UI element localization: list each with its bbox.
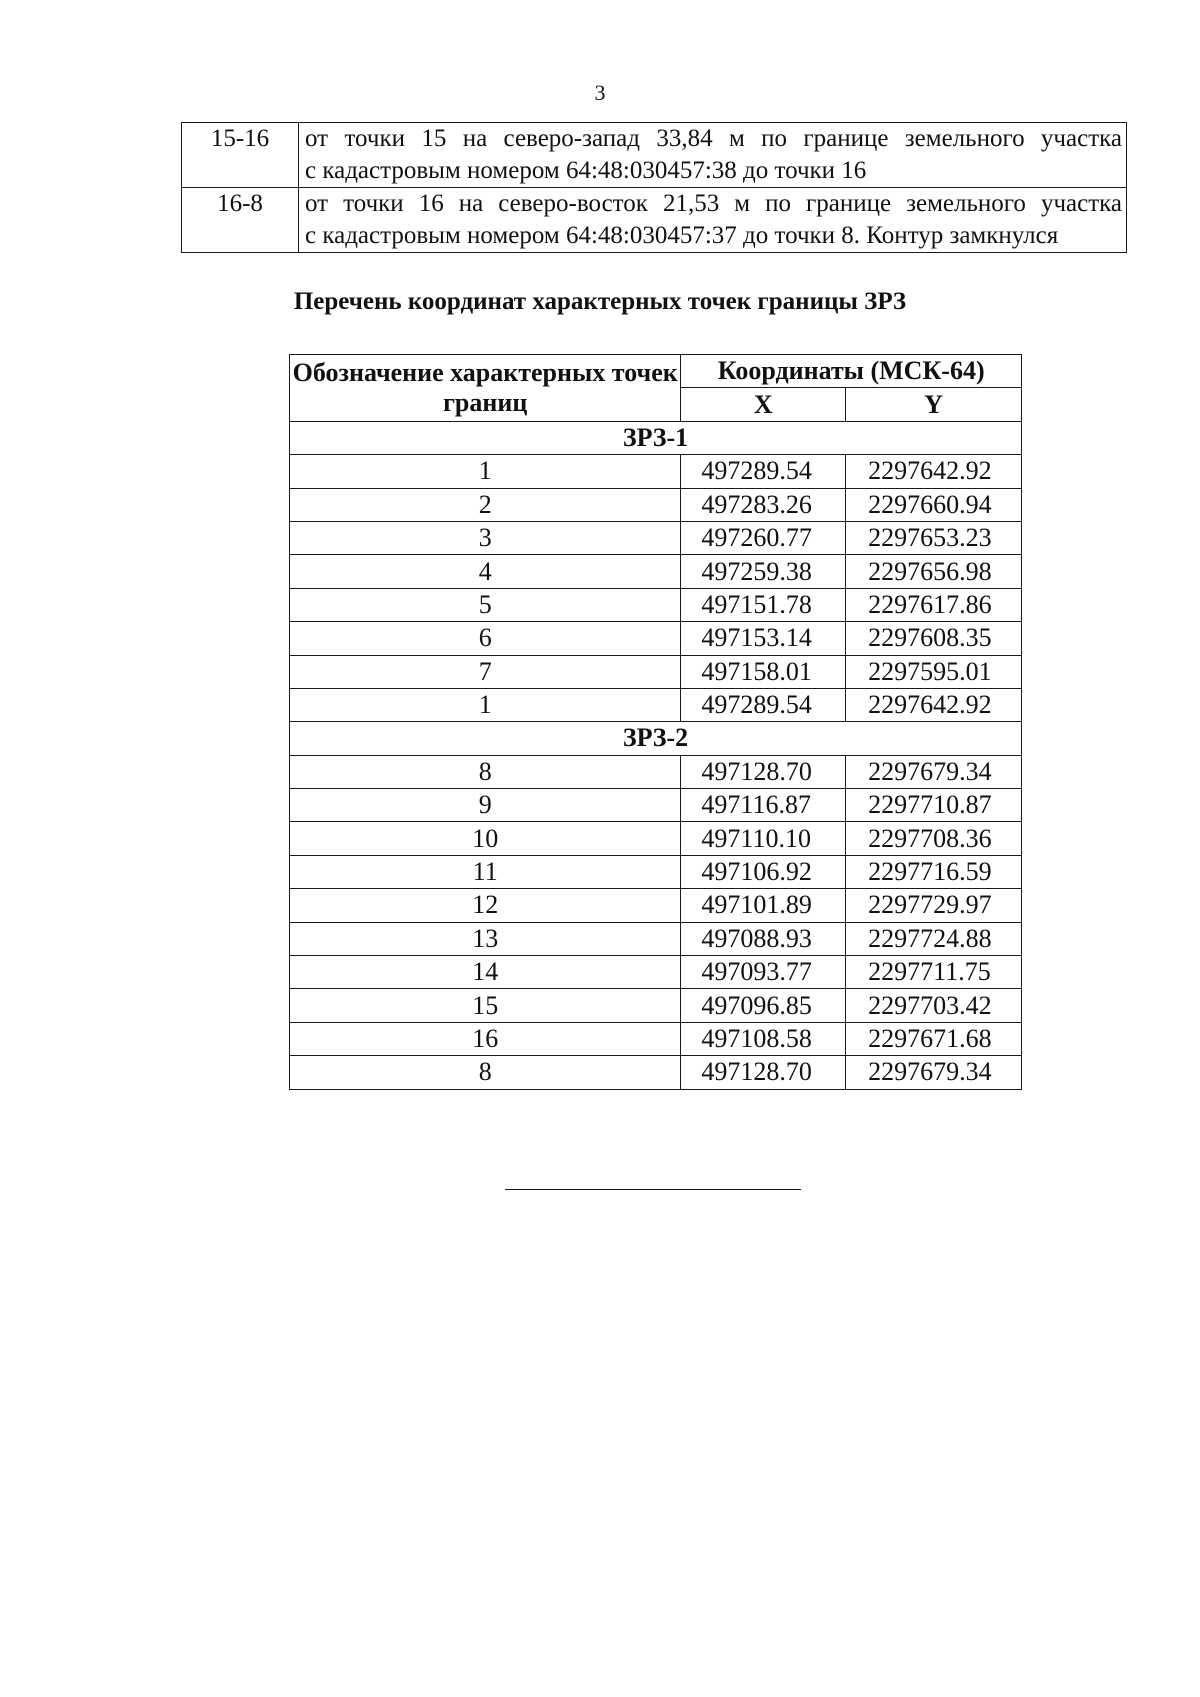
x-cell: 497093.77 bbox=[681, 956, 846, 989]
table-row bbox=[290, 922, 1022, 955]
table-row bbox=[290, 688, 1022, 721]
header-y: Y bbox=[846, 388, 1022, 421]
x-cell: 497128.70 bbox=[681, 755, 846, 788]
point-cell: 6 bbox=[290, 622, 681, 655]
x-cell: 497259.38 bbox=[681, 555, 846, 588]
point-cell: 5 bbox=[290, 588, 681, 621]
point-cell: 4 bbox=[290, 555, 681, 588]
table-row bbox=[290, 989, 1022, 1022]
y-cell: 2297710.87 bbox=[846, 789, 1022, 822]
y-cell: 2297660.94 bbox=[846, 488, 1022, 521]
segment-description bbox=[299, 188, 1127, 253]
x-cell: 497106.92 bbox=[681, 855, 846, 888]
y-cell: 2297642.92 bbox=[846, 688, 1022, 721]
point-cell: 11 bbox=[290, 855, 681, 888]
y-cell: 2297617.86 bbox=[846, 588, 1022, 621]
point-cell: 1 bbox=[290, 688, 681, 721]
x-cell: 497128.70 bbox=[681, 1056, 846, 1089]
page-number: 3 bbox=[594, 80, 606, 105]
y-cell: 2297656.98 bbox=[846, 555, 1022, 588]
point-cell: 8 bbox=[290, 755, 681, 788]
table-row bbox=[290, 622, 1022, 655]
y-cell: 2297679.34 bbox=[846, 755, 1022, 788]
header-coordinates: Координаты (МСК-64) bbox=[681, 355, 1022, 388]
x-cell: 497108.58 bbox=[681, 1022, 846, 1055]
x-cell: 497088.93 bbox=[681, 922, 846, 955]
y-cell: 2297671.68 bbox=[846, 1022, 1022, 1055]
segment-description-line: с кадастровым номером 64:48:030457:38 до точки 16 bbox=[305, 157, 867, 184]
table-row bbox=[290, 555, 1022, 588]
y-cell: 2297711.75 bbox=[846, 956, 1022, 989]
zone-row bbox=[290, 421, 1022, 454]
table-row bbox=[290, 1056, 1022, 1089]
coordinates-table bbox=[289, 354, 1022, 1090]
y-cell: 2297703.42 bbox=[846, 989, 1022, 1022]
segment-code: 15-16 bbox=[182, 123, 299, 188]
x-cell: 497151.78 bbox=[681, 588, 846, 621]
table-row bbox=[290, 455, 1022, 488]
y-cell: 2297716.59 bbox=[846, 855, 1022, 888]
segment-description bbox=[299, 123, 1127, 188]
y-cell: 2297595.01 bbox=[846, 655, 1022, 688]
table-row bbox=[290, 1022, 1022, 1055]
x-cell: 497101.89 bbox=[681, 889, 846, 922]
point-cell: 13 bbox=[290, 922, 681, 955]
point-cell: 3 bbox=[290, 521, 681, 554]
y-cell: 2297708.36 bbox=[846, 822, 1022, 855]
zone-row bbox=[290, 722, 1022, 755]
x-cell: 497283.26 bbox=[681, 488, 846, 521]
signature-line bbox=[505, 1189, 801, 1190]
point-cell: 9 bbox=[290, 789, 681, 822]
table-row bbox=[290, 889, 1022, 922]
y-cell: 2297729.97 bbox=[846, 889, 1022, 922]
table-row bbox=[290, 956, 1022, 989]
point-cell: 12 bbox=[290, 889, 681, 922]
y-cell: 2297653.23 bbox=[846, 521, 1022, 554]
segment-row bbox=[182, 188, 1127, 253]
header-point-designation: Обозначение характерных точек границ bbox=[290, 355, 681, 422]
table-row bbox=[290, 755, 1022, 788]
segment-code: 16-8 bbox=[182, 188, 299, 253]
coordinates-body bbox=[290, 421, 1022, 1089]
y-cell: 2297642.92 bbox=[846, 455, 1022, 488]
y-cell: 2297724.88 bbox=[846, 922, 1022, 955]
table-row bbox=[290, 855, 1022, 888]
table-row bbox=[290, 789, 1022, 822]
x-cell: 497289.54 bbox=[681, 688, 846, 721]
zone-name: ЗРЗ-1 bbox=[290, 421, 1022, 454]
y-cell: 2297679.34 bbox=[846, 1056, 1022, 1089]
point-cell: 16 bbox=[290, 1022, 681, 1055]
x-cell: 497158.01 bbox=[681, 655, 846, 688]
x-cell: 497289.54 bbox=[681, 455, 846, 488]
x-cell: 497153.14 bbox=[681, 622, 846, 655]
table-row bbox=[290, 822, 1022, 855]
segment-description-line: от точки 15 на северо-запад 33,84 м по границе земельного участка bbox=[305, 125, 1122, 152]
header-row bbox=[290, 355, 1022, 388]
point-cell: 8 bbox=[290, 1056, 681, 1089]
point-cell: 7 bbox=[290, 655, 681, 688]
x-cell: 497096.85 bbox=[681, 989, 846, 1022]
zone-name: ЗРЗ-2 bbox=[290, 722, 1022, 755]
point-cell: 2 bbox=[290, 488, 681, 521]
table-row bbox=[290, 488, 1022, 521]
header-x: X bbox=[681, 388, 846, 421]
segment-row bbox=[182, 123, 1127, 188]
segment-description-line: с кадастровым номером 64:48:030457:37 до точки 8. Контур замкнулся bbox=[305, 222, 1059, 249]
point-cell: 15 bbox=[290, 989, 681, 1022]
x-cell: 497110.10 bbox=[681, 822, 846, 855]
table-row bbox=[290, 588, 1022, 621]
point-cell: 1 bbox=[290, 455, 681, 488]
boundary-segments-table bbox=[181, 122, 1127, 253]
point-cell: 14 bbox=[290, 956, 681, 989]
y-cell: 2297608.35 bbox=[846, 622, 1022, 655]
segment-description-line: от точки 16 на северо-восток 21,53 м по границе земельного участка bbox=[305, 190, 1122, 217]
section-heading: Перечень координат характерных точек границы ЗРЗ bbox=[293, 288, 907, 315]
x-cell: 497260.77 bbox=[681, 521, 846, 554]
point-cell: 10 bbox=[290, 822, 681, 855]
table-row bbox=[290, 521, 1022, 554]
table-row bbox=[290, 655, 1022, 688]
x-cell: 497116.87 bbox=[681, 789, 846, 822]
